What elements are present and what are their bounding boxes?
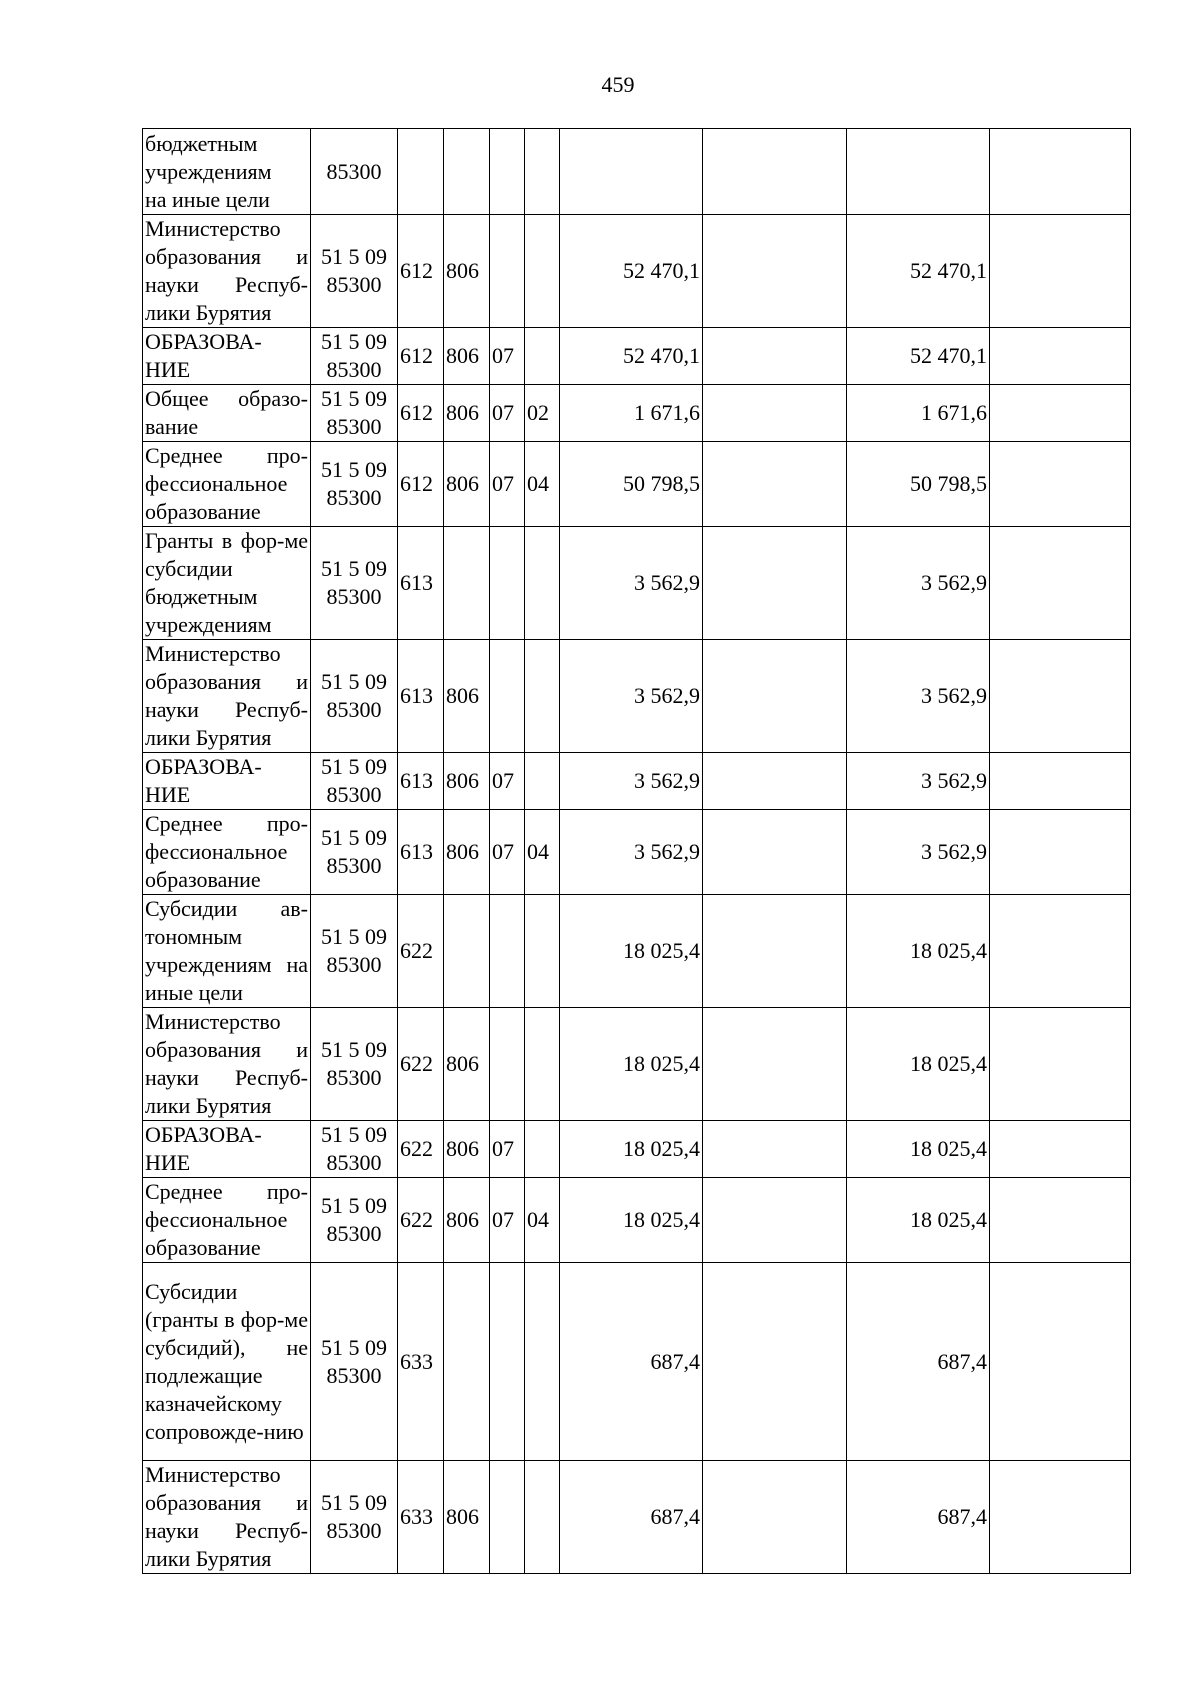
row-name-cell [143,385,311,442]
cell-text: 3 562,9 [921,570,987,595]
row-name-cell [143,1121,311,1178]
cell-text: 687,4 [650,1504,700,1529]
row-name-cell [143,1263,311,1461]
row-sum4-cell [990,895,1131,1008]
row-sum2-cell [703,1178,847,1263]
row-rz-cell [490,1461,525,1574]
cell-text: 51 5 09 85300 [321,1037,387,1090]
row-vr-cell [398,442,444,527]
table-row [143,215,1131,328]
row-grbs-cell [444,1121,490,1178]
cell-text: Субсидии ав-тономным учреждениям на иные цели [145,896,308,1005]
row-code-cell [311,810,398,895]
row-sum4-cell [990,810,1131,895]
row-sum1-cell [560,527,703,640]
cell-text: 51 5 09 85300 [321,669,387,722]
cell-text: 51 5 09 85300 [321,1490,387,1543]
cell-text: 07 [492,343,514,368]
row-sum2-cell [703,1461,847,1574]
cell-text: 612 [400,471,433,496]
row-pr-cell [525,328,560,385]
cell-text: 806 [446,258,479,283]
cell-text: 04 [527,471,549,496]
row-rz-cell [490,1178,525,1263]
row-pr-cell [525,1008,560,1121]
row-vr-cell [398,1461,444,1574]
cell-text: 622 [400,938,433,963]
row-code-cell [311,640,398,753]
row-sum1-cell [560,1008,703,1121]
row-grbs-cell [444,215,490,328]
row-vr-cell [398,753,444,810]
budget-table [142,128,1131,1574]
row-sum1-cell [560,1461,703,1574]
row-code-cell [311,1461,398,1574]
row-grbs-cell [444,895,490,1008]
row-sum2-cell [703,215,847,328]
cell-text: 07 [492,839,514,864]
cell-text: 3 562,9 [634,768,700,793]
cell-text: 687,4 [937,1348,987,1374]
cell-text: 52 470,1 [910,343,987,368]
row-grbs-cell [444,1008,490,1121]
row-vr-cell [398,527,444,640]
row-name-cell [143,1008,311,1121]
row-sum1-cell [560,753,703,810]
cell-text: ОБРАЗОВА- НИЕ [145,754,262,807]
cell-text: 18 025,4 [910,938,987,963]
cell-text: 1 671,6 [634,400,700,425]
row-grbs-cell [444,328,490,385]
cell-text: 633 [400,1348,433,1374]
cell-text: 51 5 09 85300 [321,244,387,297]
cell-text: 18 025,4 [623,1207,700,1232]
table-row [143,442,1131,527]
cell-text: 806 [446,1504,479,1529]
cell-text: 51 5 09 85300 [321,457,387,510]
cell-text: Министерство образования и науки Респуб-лики Бурятия [145,216,308,325]
row-code-cell [311,527,398,640]
row-rz-cell [490,1121,525,1178]
cell-text: Министерство образования и науки Респуб-лики Бурятия [145,641,308,750]
cell-text: Гранты в фор-ме субсидии бюджетным учреждениям [145,528,308,637]
row-sum3-cell [847,328,990,385]
table-body [143,129,1131,1574]
cell-text: Среднее про-фессиональное образование [145,1179,308,1260]
row-sum3-cell [847,1121,990,1178]
row-code-cell [311,1263,398,1461]
row-code-cell [311,753,398,810]
row-sum4-cell [990,385,1131,442]
cell-text: 687,4 [937,1504,987,1529]
row-name-cell [143,129,311,215]
row-grbs-cell [444,527,490,640]
cell-text: 613 [400,768,433,793]
row-code-cell [311,442,398,527]
row-rz-cell [490,129,525,215]
cell-text: 50 798,5 [910,471,987,496]
row-vr-cell [398,1008,444,1121]
table-row [143,1121,1131,1178]
row-rz-cell [490,640,525,753]
cell-text: 18 025,4 [623,938,700,963]
row-sum4-cell [990,215,1131,328]
row-name-cell [143,1178,311,1263]
cell-text: 50 798,5 [623,471,700,496]
cell-text: 07 [492,1136,514,1161]
row-code-cell [311,1008,398,1121]
cell-text: 3 562,9 [921,683,987,708]
row-sum4-cell [990,129,1131,215]
row-sum3-cell [847,215,990,328]
row-sum1-cell [560,442,703,527]
row-grbs-cell [444,442,490,527]
row-sum3-cell [847,1263,990,1461]
row-pr-cell [525,1178,560,1263]
cell-text: 51 5 09 85300 [321,924,387,977]
row-rz-cell [490,810,525,895]
row-sum1-cell [560,640,703,753]
row-rz-cell [490,753,525,810]
cell-text: 04 [527,1207,549,1232]
row-vr-cell [398,1178,444,1263]
row-code-cell [311,385,398,442]
cell-text: 806 [446,1051,479,1076]
row-sum3-cell [847,129,990,215]
cell-text: 51 5 09 85300 [321,556,387,609]
row-sum3-cell [847,442,990,527]
row-pr-cell [525,442,560,527]
row-sum2-cell [703,895,847,1008]
cell-text: 3 562,9 [634,839,700,864]
cell-text: ОБРАЗОВА- НИЕ [145,329,262,382]
row-rz-cell [490,215,525,328]
row-vr-cell [398,129,444,215]
row-sum3-cell [847,810,990,895]
row-name-cell [143,442,311,527]
row-sum2-cell [703,385,847,442]
row-sum2-cell [703,328,847,385]
row-pr-cell [525,1461,560,1574]
row-grbs-cell [444,1461,490,1574]
row-sum2-cell [703,640,847,753]
cell-text: 613 [400,839,433,864]
row-name-cell [143,328,311,385]
row-vr-cell [398,810,444,895]
row-sum3-cell [847,1008,990,1121]
cell-text: 07 [492,768,514,793]
table-row [143,810,1131,895]
row-sum4-cell [990,753,1131,810]
cell-text: 613 [400,683,433,708]
cell-text: 18 025,4 [623,1051,700,1076]
row-pr-cell [525,810,560,895]
row-grbs-cell [444,385,490,442]
cell-text: 3 562,9 [634,570,700,595]
cell-text: 612 [400,343,433,368]
cell-text: 51 5 09 85300 [321,329,387,382]
row-pr-cell [525,640,560,753]
cell-text: 07 [492,1207,514,1232]
page-number: 459 [601,72,635,97]
cell-text: 52 470,1 [910,258,987,283]
row-pr-cell [525,129,560,215]
row-sum1-cell [560,895,703,1008]
row-pr-cell [525,753,560,810]
row-sum3-cell [847,640,990,753]
cell-text: 18 025,4 [623,1136,700,1161]
row-sum1-cell [560,1121,703,1178]
row-sum2-cell [703,753,847,810]
cell-text: Общее образо-вание [145,386,308,439]
row-sum4-cell [990,527,1131,640]
cell-text: ОБРАЗОВА- НИЕ [145,1122,262,1175]
row-code-cell [311,1178,398,1263]
row-sum3-cell [847,527,990,640]
row-vr-cell [398,215,444,328]
row-pr-cell [525,1121,560,1178]
row-code-cell [311,1121,398,1178]
cell-text: 02 [527,400,549,425]
cell-text: 806 [446,1207,479,1232]
row-grbs-cell [444,640,490,753]
cell-text: 51 5 09 85300 [321,754,387,807]
row-sum2-cell [703,1121,847,1178]
row-pr-cell [525,385,560,442]
row-pr-cell [525,527,560,640]
table-row [143,753,1131,810]
row-sum2-cell [703,1008,847,1121]
row-code-cell [311,129,398,215]
cell-text: бюджетным учреждениям на иные цели [145,130,272,212]
cell-text: 3 562,9 [634,683,700,708]
cell-text: 613 [400,570,433,595]
table-row [143,640,1131,753]
cell-text: Среднее про-фессиональное образование [145,443,308,524]
row-sum1-cell [560,810,703,895]
row-grbs-cell [444,810,490,895]
cell-text: 806 [446,343,479,368]
cell-text: 612 [400,400,433,425]
cell-text: 85300 [326,158,382,184]
table-row [143,1263,1131,1461]
row-sum2-cell [703,129,847,215]
cell-text: 622 [400,1136,433,1161]
row-rz-cell [490,385,525,442]
row-name-cell [143,1461,311,1574]
row-sum4-cell [990,640,1131,753]
cell-text: 806 [446,683,479,708]
cell-text: 1 671,6 [921,400,987,425]
row-grbs-cell [444,1263,490,1461]
table-row [143,328,1131,385]
cell-text: Субсидии (гранты в фор-ме субсидий), не подлежащие казначейскому сопровожде-нию [145,1278,308,1444]
row-name-cell [143,895,311,1008]
cell-text: 622 [400,1051,433,1076]
row-rz-cell [490,1008,525,1121]
row-sum3-cell [847,385,990,442]
cell-text: 612 [400,258,433,283]
row-rz-cell [490,328,525,385]
cell-text: 52 470,1 [623,258,700,283]
cell-text: 806 [446,768,479,793]
row-sum2-cell [703,810,847,895]
row-vr-cell [398,328,444,385]
row-vr-cell [398,640,444,753]
row-sum1-cell [560,129,703,215]
cell-text: 622 [400,1207,433,1232]
row-rz-cell [490,442,525,527]
row-sum4-cell [990,442,1131,527]
cell-text: Министерство образования и науки Респуб-лики Бурятия [145,1462,308,1571]
row-sum3-cell [847,1461,990,1574]
table-row [143,1461,1131,1574]
table-row [143,527,1131,640]
cell-text: 07 [492,400,514,425]
cell-text: 18 025,4 [910,1207,987,1232]
table-row [143,129,1131,215]
row-name-cell [143,753,311,810]
cell-text: Министерство образования и науки Респуб-лики Бурятия [145,1009,308,1118]
cell-text: 18 025,4 [910,1051,987,1076]
cell-text: 18 025,4 [910,1136,987,1161]
row-sum3-cell [847,1178,990,1263]
cell-text: 687,4 [650,1348,700,1374]
row-sum4-cell [990,1008,1131,1121]
row-rz-cell [490,895,525,1008]
cell-text: 51 5 09 85300 [321,1193,387,1246]
row-sum3-cell [847,753,990,810]
row-code-cell [311,215,398,328]
row-code-cell [311,328,398,385]
row-sum1-cell [560,1263,703,1461]
row-sum1-cell [560,215,703,328]
cell-text: 806 [446,839,479,864]
row-rz-cell [490,1263,525,1461]
cell-text: 52 470,1 [623,343,700,368]
row-grbs-cell [444,129,490,215]
row-grbs-cell [444,753,490,810]
table-row [143,1008,1131,1121]
cell-text: 04 [527,839,549,864]
row-sum4-cell [990,328,1131,385]
row-vr-cell [398,385,444,442]
cell-text: 07 [492,471,514,496]
row-pr-cell [525,215,560,328]
cell-text: 3 562,9 [921,839,987,864]
row-name-cell [143,640,311,753]
row-sum4-cell [990,1178,1131,1263]
row-pr-cell [525,895,560,1008]
row-vr-cell [398,1263,444,1461]
row-name-cell [143,810,311,895]
row-sum2-cell [703,442,847,527]
row-sum4-cell [990,1121,1131,1178]
table-row [143,385,1131,442]
row-vr-cell [398,1121,444,1178]
cell-text: 51 5 09 85300 [321,1334,387,1388]
row-sum3-cell [847,895,990,1008]
row-name-cell [143,527,311,640]
cell-text: 51 5 09 85300 [321,386,387,439]
row-sum1-cell [560,385,703,442]
cell-text: 806 [446,471,479,496]
table-row [143,895,1131,1008]
table-row [143,1178,1131,1263]
row-grbs-cell [444,1178,490,1263]
row-sum4-cell [990,1263,1131,1461]
cell-text: 51 5 09 85300 [321,825,387,878]
row-sum1-cell [560,1178,703,1263]
row-sum1-cell [560,328,703,385]
cell-text: 51 5 09 85300 [321,1122,387,1175]
cell-text: Среднее про-фессиональное образование [145,811,308,892]
row-rz-cell [490,527,525,640]
row-name-cell [143,215,311,328]
row-sum4-cell [990,1461,1131,1574]
cell-text: 3 562,9 [921,768,987,793]
row-sum2-cell [703,527,847,640]
row-vr-cell [398,895,444,1008]
cell-text: 633 [400,1504,433,1529]
cell-text: 806 [446,400,479,425]
row-sum2-cell [703,1263,847,1461]
cell-text: 806 [446,1136,479,1161]
row-code-cell [311,895,398,1008]
row-pr-cell [525,1263,560,1461]
